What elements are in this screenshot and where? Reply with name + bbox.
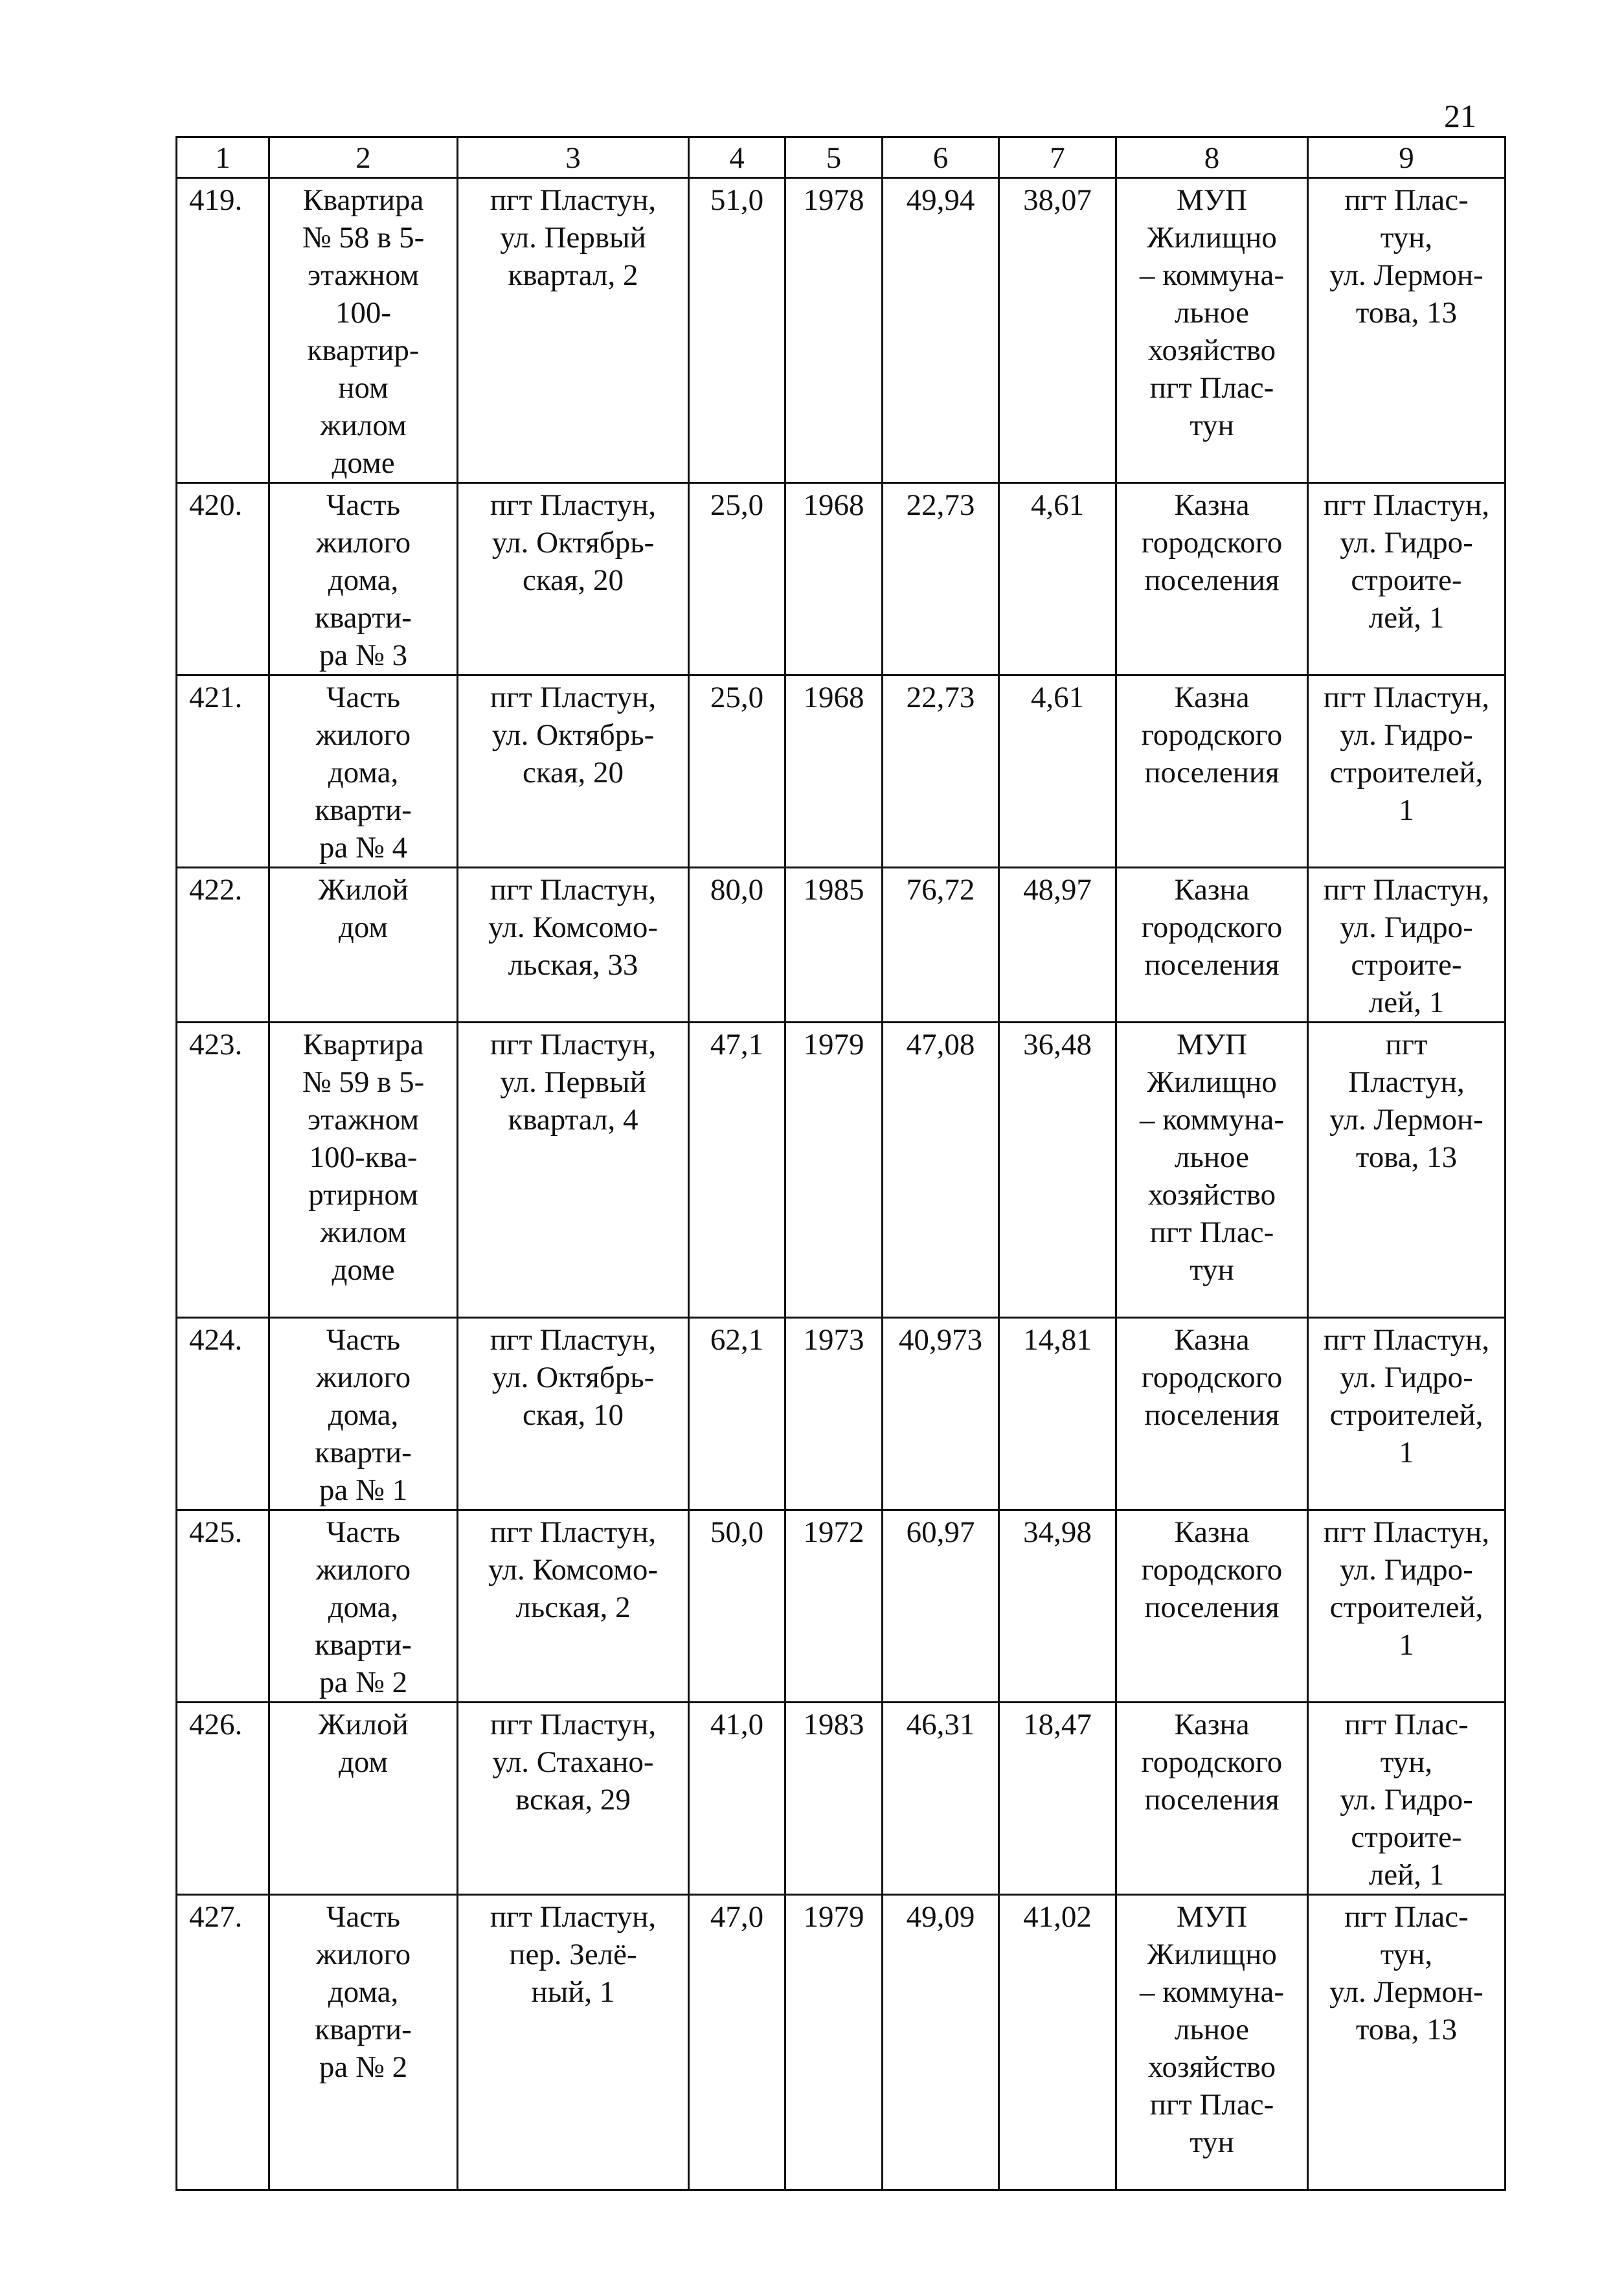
- value-col7: 4,61: [999, 675, 1116, 868]
- value-col7: 48,97: [999, 868, 1116, 1023]
- holder: МУП Жилищно – коммуна- льное хозяйство пгт Плас- тун: [1116, 1023, 1308, 1318]
- year: 1972: [785, 1510, 883, 1703]
- row-number: 426.: [177, 1703, 269, 1895]
- holder: Казна городского поселения: [1116, 675, 1308, 868]
- holder-address: пгт Плас- тун, ул. Лермон- това, 13: [1308, 1895, 1506, 2190]
- holder: МУП Жилищно – коммуна- льное хозяйство пгт Плас- тун: [1116, 1895, 1308, 2190]
- holder: Казна городского поселения: [1116, 483, 1308, 675]
- value-col4: 41,0: [689, 1703, 785, 1895]
- value-col6: 22,73: [883, 483, 999, 675]
- object-address: пгт Пластун, пер. Зелё- ный, 1: [458, 1895, 689, 2190]
- holder-address: пгт Пластун, ул. Гидро- строителей, 1: [1308, 1318, 1506, 1510]
- table-row: [177, 1023, 1506, 1318]
- value-col6: 46,31: [883, 1703, 999, 1895]
- object-name: Жилой дом: [269, 868, 458, 1023]
- holder-address: пгт Пластун, ул. Гидро- строите- лей, 1: [1308, 868, 1506, 1023]
- value-col6: 49,94: [883, 178, 999, 483]
- row-number: 423.: [177, 1023, 269, 1318]
- value-col6: 76,72: [883, 868, 999, 1023]
- year: 1968: [785, 483, 883, 675]
- object-address: пгт Пластун, ул. Октябрь- ская, 10: [458, 1318, 689, 1510]
- object-name: Часть жилого дома, кварти- ра № 2: [269, 1510, 458, 1703]
- object-name: Часть жилого дома, кварти- ра № 1: [269, 1318, 458, 1510]
- holder-address: пгт Пластун, ул. Гидро- строите- лей, 1: [1308, 483, 1506, 675]
- year: 1968: [785, 675, 883, 868]
- object-name: Часть жилого дома, кварти- ра № 3: [269, 483, 458, 675]
- value-col7: 36,48: [999, 1023, 1116, 1318]
- year: 1983: [785, 1703, 883, 1895]
- object-address: пгт Пластун, ул. Первый квартал, 4: [458, 1023, 689, 1318]
- holder-address: пгт Плас- тун, ул. Гидро- строите- лей, 1: [1308, 1703, 1506, 1895]
- column-header: 9: [1308, 137, 1506, 178]
- holder-address: пгт Плас- тун, ул. Лермон- това, 13: [1308, 178, 1506, 483]
- value-col4: 50,0: [689, 1510, 785, 1703]
- column-header: 8: [1116, 137, 1308, 178]
- object-address: пгт Пластун, ул. Комсомо- льская, 2: [458, 1510, 689, 1703]
- value-col7: 4,61: [999, 483, 1116, 675]
- column-header: 7: [999, 137, 1116, 178]
- object-name: Часть жилого дома, кварти- ра № 2: [269, 1895, 458, 2190]
- row-number: 427.: [177, 1895, 269, 2190]
- year: 1978: [785, 178, 883, 483]
- value-col4: 47,1: [689, 1023, 785, 1318]
- value-col4: 80,0: [689, 868, 785, 1023]
- holder: Казна городского поселения: [1116, 1510, 1308, 1703]
- column-header: 4: [689, 137, 785, 178]
- row-number: 422.: [177, 868, 269, 1023]
- value-col6: 47,08: [883, 1023, 999, 1318]
- page-number: 21: [1444, 98, 1476, 134]
- table-row: [177, 483, 1506, 675]
- year: 1979: [785, 1895, 883, 2190]
- table-row: [177, 675, 1506, 868]
- value-col6: 40,973: [883, 1318, 999, 1510]
- value-col4: 51,0: [689, 178, 785, 483]
- row-number: 419.: [177, 178, 269, 483]
- column-header: 2: [269, 137, 458, 178]
- object-name: Квартира № 58 в 5- этажном 100- квартир- ном жилом доме: [269, 178, 458, 483]
- object-address: пгт Пластун, ул. Комсомо- льская, 33: [458, 868, 689, 1023]
- value-col6: 49,09: [883, 1895, 999, 2190]
- holder-address: пгт Пластун, ул. Лермон- това, 13: [1308, 1023, 1506, 1318]
- holder: Казна городского поселения: [1116, 868, 1308, 1023]
- column-header: 5: [785, 137, 883, 178]
- table-row: [177, 178, 1506, 483]
- table-row: [177, 1318, 1506, 1510]
- row-number: 420.: [177, 483, 269, 675]
- value-col7: 38,07: [999, 178, 1116, 483]
- row-number: 424.: [177, 1318, 269, 1510]
- value-col6: 22,73: [883, 675, 999, 868]
- year: 1973: [785, 1318, 883, 1510]
- object-name: Квартира № 59 в 5- этажном 100-ква- ртирном жилом доме: [269, 1023, 458, 1318]
- value-col4: 62,1: [689, 1318, 785, 1510]
- value-col7: 41,02: [999, 1895, 1116, 2190]
- year: 1985: [785, 868, 883, 1023]
- table-row: [177, 868, 1506, 1023]
- object-name: Часть жилого дома, кварти- ра № 4: [269, 675, 458, 868]
- value-col7: 18,47: [999, 1703, 1116, 1895]
- holder: Казна городского поселения: [1116, 1703, 1308, 1895]
- column-header: 3: [458, 137, 689, 178]
- value-col7: 14,81: [999, 1318, 1116, 1510]
- table-row: [177, 1510, 1506, 1703]
- value-col6: 60,97: [883, 1510, 999, 1703]
- value-col4: 25,0: [689, 675, 785, 868]
- holder-address: пгт Пластун, ул. Гидро- строителей, 1: [1308, 1510, 1506, 1703]
- object-address: пгт Пластун, ул. Октябрь- ская, 20: [458, 483, 689, 675]
- value-col7: 34,98: [999, 1510, 1116, 1703]
- holder: МУП Жилищно – коммуна- льное хозяйство пгт Плас- тун: [1116, 178, 1308, 483]
- column-number-row: [177, 137, 1506, 178]
- row-number: 421.: [177, 675, 269, 868]
- year: 1979: [785, 1023, 883, 1318]
- table-row: [177, 1895, 1506, 2190]
- column-header: 6: [883, 137, 999, 178]
- object-address: пгт Пластун, ул. Первый квартал, 2: [458, 178, 689, 483]
- object-name: Жилой дом: [269, 1703, 458, 1895]
- value-col4: 47,0: [689, 1895, 785, 2190]
- row-number: 425.: [177, 1510, 269, 1703]
- object-address: пгт Пластун, ул. Стахано- вская, 29: [458, 1703, 689, 1895]
- object-address: пгт Пластун, ул. Октябрь- ская, 20: [458, 675, 689, 868]
- holder-address: пгт Пластун, ул. Гидро- строителей, 1: [1308, 675, 1506, 868]
- table-row: [177, 1703, 1506, 1895]
- value-col4: 25,0: [689, 483, 785, 675]
- holder: Казна городского поселения: [1116, 1318, 1308, 1510]
- column-header: 1: [177, 137, 269, 178]
- property-table: [175, 136, 1506, 2191]
